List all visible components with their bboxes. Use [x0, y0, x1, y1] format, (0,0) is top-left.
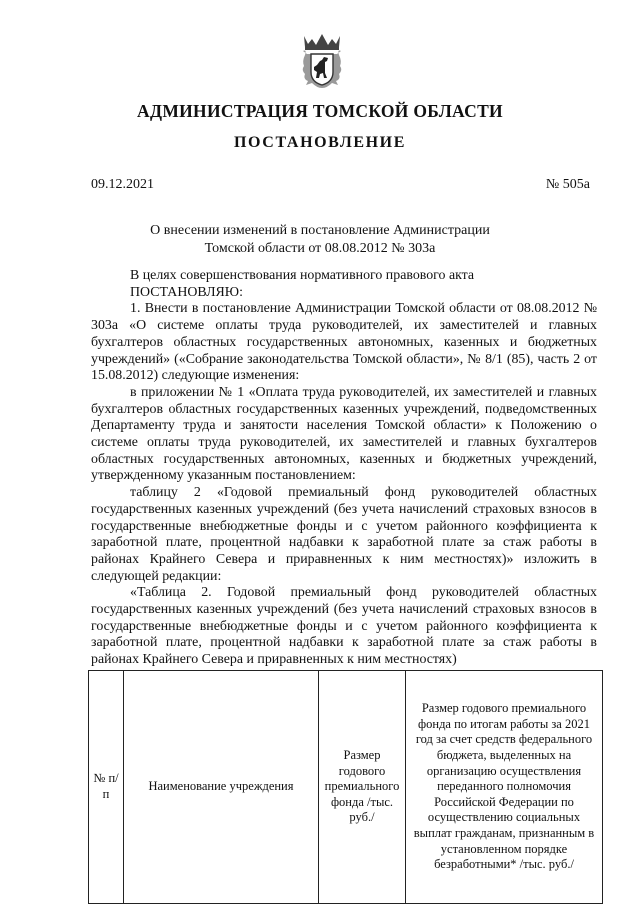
premium-fund-table — [88, 670, 603, 904]
document-number: № 505а — [545, 177, 590, 192]
paragraph-appendix: в приложении № 1 «Оплата труда руководителей, их заместителей и главных бухгалтеров областных государственных казенных учреждений, подведомственных Департаменту труда и занятости населения Томской области» к Положению о системе оплаты труда руководителей, их заместителей и главных бухгалтеров областных государственных автономных, казенных и бюджетных учреждений, утвержденному указанным постановлением: — [91, 384, 597, 484]
coat-of-arms-icon — [297, 32, 347, 90]
document-subject — [0, 222, 640, 258]
preamble: В целях совершенствования нормативного правового акта — [130, 268, 475, 283]
subject-line-2: Томской области от 08.08.2012 № 303а — [204, 241, 436, 256]
col-premium-fund-header: Размер годового премиального фонда /тыс. руб./ — [319, 671, 406, 904]
subject-line-1: О внесении изменений в постановление Администрации — [150, 223, 490, 238]
resolve-word: ПОСТАНОВЛЯЮ: — [130, 284, 243, 300]
paragraph-1: 1. Внести в постановление Администрации Томской области от 08.08.2012 № 303а «О системе оплаты труда руководителей, их заместителей и главных бухгалтеров областных государственных автономных, казенных и бюджетных учреждений» («Собрание законодательства Томской области», № 8/1 (85), часть 2 от 15.08.2012) следующие изменения: — [91, 301, 597, 384]
document-type: ПОСТАНОВЛЕНИЕ — [234, 134, 406, 151]
document-date: 09.12.2021 — [91, 177, 154, 192]
col-federal-fund-header: Размер годового премиального фонда по итогам работы за 2021 год за счет средств федерального бюджета, выделенных на организацию осуществления переданного полномочия Российской Федерации по осуществлению социальных выплат гражданам, признанным в установленном порядке безработными* /тыс. руб./ — [406, 671, 603, 904]
document-body — [91, 268, 597, 669]
col-number-header: № п/п — [89, 671, 124, 904]
organization-title: АДМИНИСТРАЦИЯ ТОМСКОЙ ОБЛАСТИ — [137, 101, 503, 121]
table-caption: «Таблица 2. Годовой премиальный фонд руководителей областных государственных казенных учреждений (без учета начислений страховых взносов в государственные внебюджетные фонды и с учетом районного коэффициента к заработной плате, процентной надбавки к заработной плате за стаж работы в районах Крайнего Севера и приравненных к ним местностях) — [91, 585, 597, 668]
table-header-row — [89, 671, 603, 904]
paragraph-table-change: таблицу 2 «Годовой премиальный фонд руководителей областных государственных казенных учреждений (без учета начислений страховых взносов в государственные внебюджетные фонды и с учетом районного коэффициента к заработной плате, процентной надбавки к заработной плате за стаж работы в районах Крайнего Севера и приравненных к ним местностях)» изложить в следующей редакции: — [91, 485, 597, 584]
col-institution-header: Наименование учреждения — [124, 671, 319, 904]
